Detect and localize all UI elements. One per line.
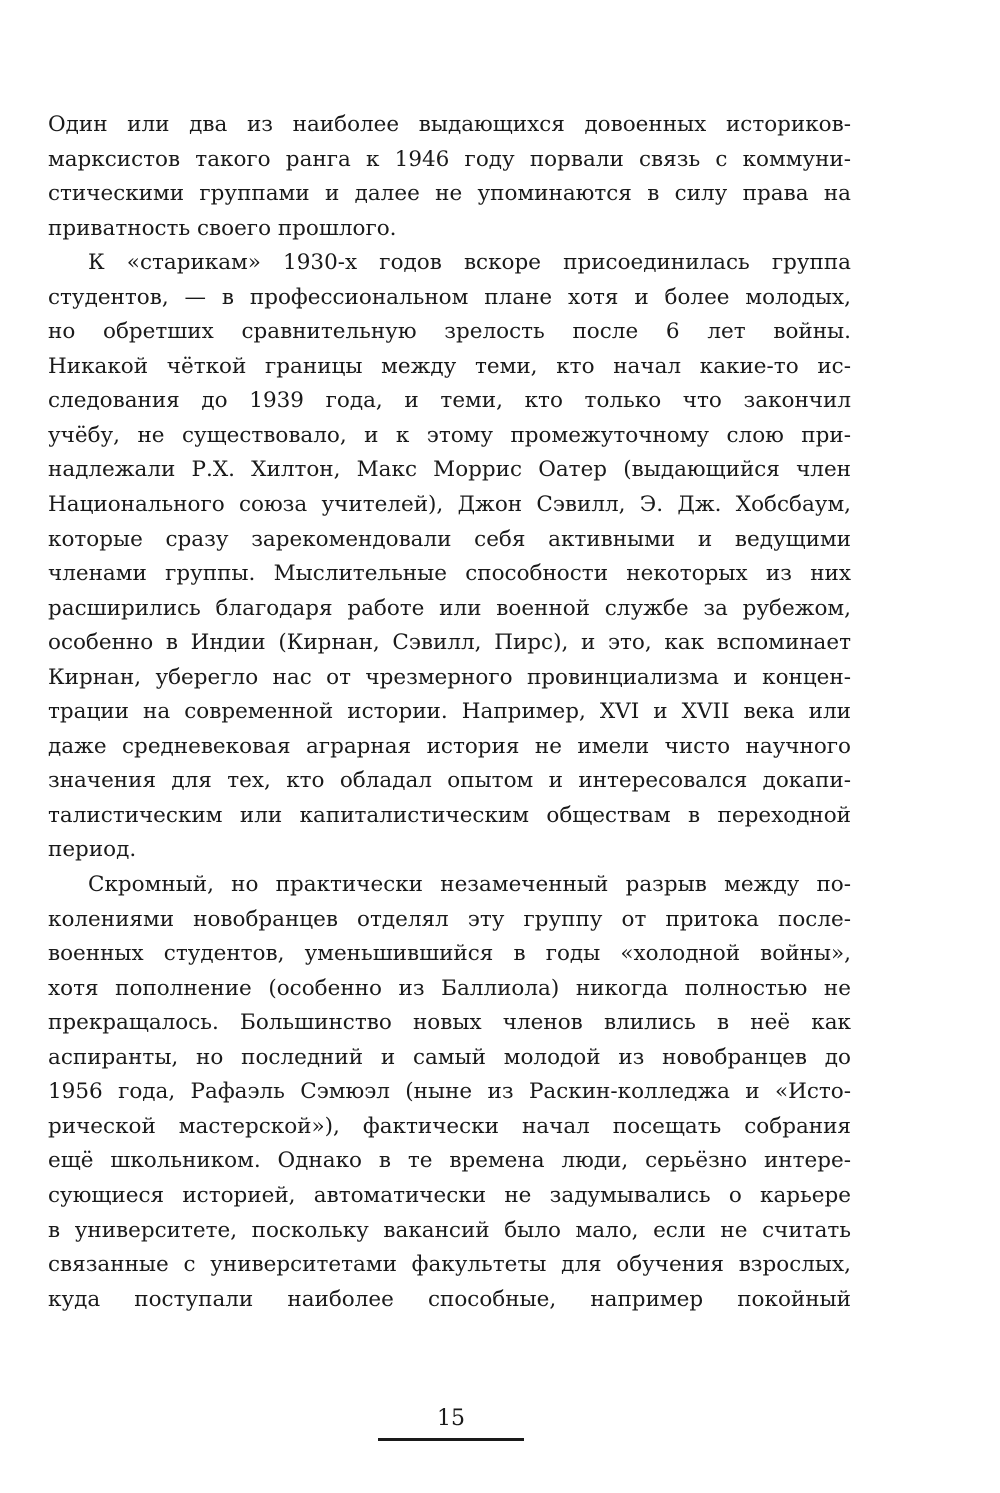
text-line: военных студентов, уменьшившийся в годы «холодной войны», <box>48 941 851 967</box>
text-line: Кирнан, уберегло нас от чрезмерного провинциализма и концен- <box>48 664 851 690</box>
page-number-underline <box>378 1438 524 1441</box>
text-line: Национального союза учителей), Джон Сэвилл, Э. Дж. Хобсбаум, <box>48 492 851 518</box>
text-line: трации на современной истории. Например, XVI и XVII века или <box>48 699 851 725</box>
text-line: аспиранты, но последний и самый молодой из новобранцев до <box>48 1044 851 1070</box>
page-number: 15 <box>437 1406 465 1431</box>
text-line: учёбу, не существовало, и к этому промежуточному слою при- <box>48 422 851 448</box>
text-line: даже средневековая аграрная история не имели чисто научного <box>48 733 851 759</box>
text-line: хотя пополнение (особенно из Баллиола) никогда полностью не <box>48 975 851 1001</box>
text-line: стическими группами и далее не упоминаются в силу права на <box>48 181 851 207</box>
text-line: следования до 1939 года, и теми, кто только что закончил <box>48 388 851 414</box>
text-line: талистическим или капиталистическим обществам в переходной <box>48 802 851 828</box>
text-line-paragraph-start: К «старикам» 1930-х годов вскоре присоединилась группа <box>88 250 851 276</box>
text-line: сующиеся историей, автоматически не задумывались о карьере <box>48 1182 851 1208</box>
text-line: Никакой чёткой границы между теми, кто начал какие-то ис- <box>48 353 851 379</box>
text-line: рической мастерской»), фактически начал посещать собрания <box>48 1113 851 1139</box>
text-line: прекращалось. Большинство новых членов влились в неё как <box>48 1010 851 1036</box>
text-line: марксистов такого ранга к 1946 году порвали связь с коммуни- <box>48 146 851 172</box>
text-line: в университете, поскольку вакансий было мало, если не считать <box>48 1217 851 1243</box>
text-line: членами группы. Мыслительные способности некоторых из них <box>48 561 851 587</box>
body-text <box>48 108 851 1317</box>
text-line: расширились благодаря работе или военной службе за рубежом, <box>48 595 851 621</box>
text-line: но обретших сравнительную зрелость после 6 лет войны. <box>48 319 851 345</box>
text-line: приватность своего прошлого. <box>48 215 397 241</box>
text-line-paragraph-start: Скромный, но практически незамеченный разрыв между по- <box>88 872 851 898</box>
text-line: которые сразу зарекомендовали себя активными и ведущими <box>48 526 851 552</box>
text-line: Один или два из наиболее выдающихся довоенных историков- <box>48 112 851 137</box>
text-line: период. <box>48 837 137 863</box>
text-line: значения для тех, кто обладал опытом и интересовался докапи- <box>48 768 851 794</box>
text-line: надлежали Р.Х. Хилтон, Макс Моррис Оатер (выдающийся член <box>48 457 851 483</box>
text-line: студентов, — в профессиональном плане хотя и более молодых, <box>48 284 851 310</box>
text-line: особенно в Индии (Кирнан, Сэвилл, Пирс), и это, как вспоминает <box>48 630 851 656</box>
text-line: связанные с университетами факультеты для обучения взрослых, <box>48 1252 851 1278</box>
text-line: 1956 года, Рафаэль Сэмюэл (ныне из Раскин-колледжа и «Исто- <box>48 1079 851 1105</box>
text-line: колениями новобранцев отделял эту группу от притока после- <box>48 906 851 932</box>
text-line: куда поступали наиболее способные, например покойный <box>48 1286 851 1312</box>
text-line: ещё школьником. Однако в те времена люди, серьёзно интере- <box>48 1148 851 1174</box>
